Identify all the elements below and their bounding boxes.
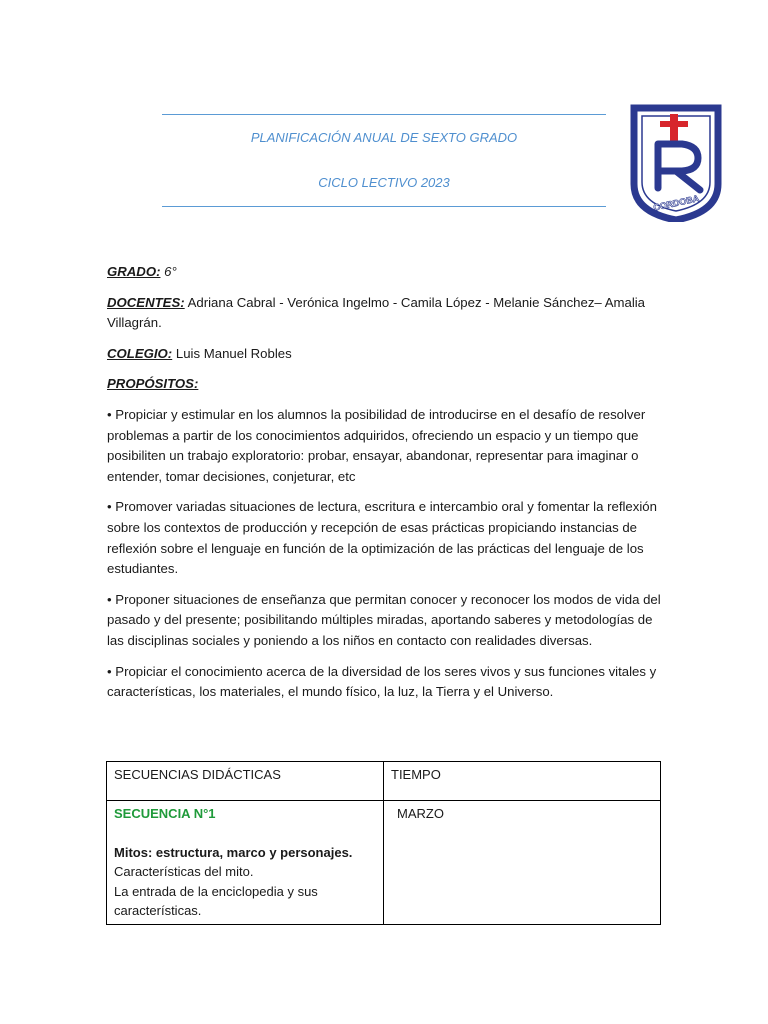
table-row bbox=[107, 801, 661, 925]
table-header-row bbox=[107, 762, 661, 801]
sequence-cell bbox=[107, 801, 384, 925]
sequence-title: SECUENCIA N°1 bbox=[114, 806, 216, 821]
secuencias-table bbox=[106, 761, 661, 925]
grado-value: 6° bbox=[164, 264, 177, 279]
grado-line bbox=[107, 262, 667, 283]
colegio-label: COLEGIO: bbox=[107, 345, 173, 361]
sequence-topic: Mitos: estructura, marco y personajes. bbox=[114, 844, 353, 860]
propositos-heading: PROPÓSITOS: bbox=[107, 376, 199, 392]
header-tiempo: TIEMPO bbox=[384, 762, 661, 801]
logo-text: CORDOBA bbox=[652, 193, 700, 213]
colegio-value: Luis Manuel Robles bbox=[175, 345, 292, 361]
docentes-line bbox=[107, 293, 667, 334]
cross-icon bbox=[670, 114, 678, 144]
header-rule-top bbox=[162, 114, 606, 115]
header-rule-bottom bbox=[162, 206, 606, 207]
document-title: PLANIFICACIÓN ANUAL DE SEXTO GRADO bbox=[250, 130, 518, 145]
document-body bbox=[107, 262, 667, 713]
grado-label: GRADO: bbox=[107, 264, 161, 279]
proposito-item: • Promover variadas situaciones de lectura, escritura e intercambio oral y fomentar la reflexión sobre los contextos de producción y recepción de esas prácticas propiciando instancias de reflexión sobre el lenguaje en función de la optimización de las prácticas del lenguaje de los estudiantes. bbox=[107, 499, 657, 577]
document-subtitle: CICLO LECTIVO 2023 bbox=[318, 175, 450, 190]
time-cell bbox=[384, 801, 661, 925]
sequence-line: La entrada de la enciclopedia y sus características. bbox=[114, 883, 318, 918]
school-crest-logo bbox=[628, 104, 724, 222]
header-secuencias: SECUENCIAS DIDÁCTICAS bbox=[107, 762, 384, 801]
sequence-line: Características del mito. bbox=[114, 864, 254, 879]
docentes-value: Adriana Cabral - Verónica Ingelmo - Camila López - Melanie Sánchez– Amalia Villagrán. bbox=[107, 294, 646, 331]
proposito-item: • Propiciar y estimular en los alumnos la posibilidad de introducirse en el desafío de resolver problemas a partir de los conocimientos adquiridos, ofreciendo un espacio y un tiempo que posibiliten un trabajo exploratorio: probar, ensayar, abandonar, representar para imaginar o entender, tomar decisiones, conjeturar, etc bbox=[107, 406, 646, 484]
docentes-label: DOCENTES: bbox=[107, 294, 185, 310]
proposito-item: • Proponer situaciones de enseñanza que permitan conocer y reconocer los modos de vida del pasado y del presente; posibilitando múltiples miradas, aportando saberes y metodologías de las disciplinas sociales y poniendo a los niños en contacto con realidades diversas. bbox=[107, 591, 661, 648]
colegio-line bbox=[107, 344, 667, 365]
proposito-item: • Propiciar el conocimiento acerca de la diversidad de los seres vivos y sus funciones vitales y características, los materiales, el mundo físico, la luz, la Tierra y el Universo. bbox=[107, 663, 657, 700]
time-value: MARZO bbox=[397, 806, 444, 821]
